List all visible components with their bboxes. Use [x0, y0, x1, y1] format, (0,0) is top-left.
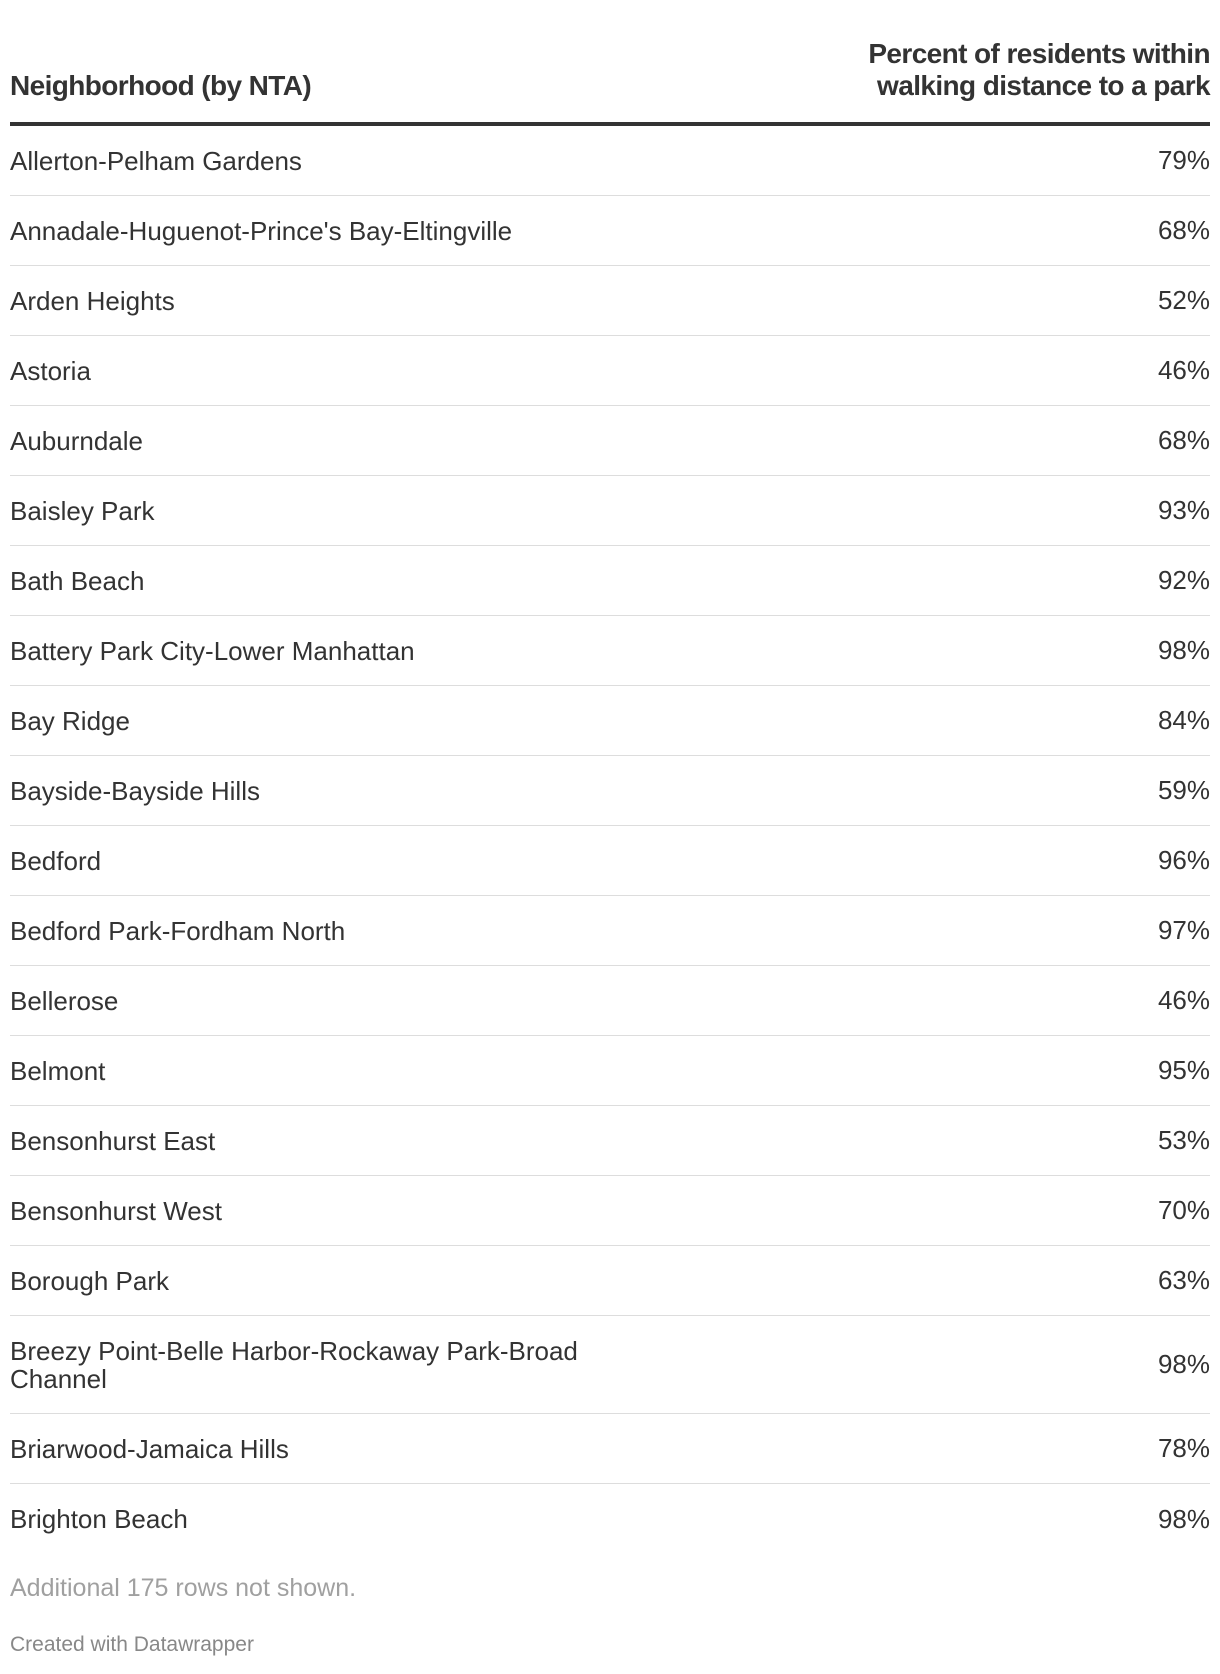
percent-cell: 52% — [1157, 285, 1210, 315]
column-header-neighborhood[interactable]: Neighborhood (by NTA) — [10, 70, 312, 101]
table-row — [10, 756, 1210, 826]
percent-cell: 70% — [1157, 1195, 1210, 1225]
table-row — [10, 546, 1210, 616]
table-row — [10, 1484, 1210, 1554]
percent-cell: 92% — [1157, 565, 1210, 595]
percent-cell: 98% — [1157, 1349, 1210, 1379]
neighborhood-cell: Brighton Beach — [10, 1504, 188, 1534]
neighborhood-cell: Annadale-Huguenot-Prince's Bay-Eltingville — [10, 215, 513, 246]
neighborhood-cell: Bensonhurst East — [10, 1125, 216, 1156]
neighborhood-cell: Bensonhurst West — [10, 1195, 222, 1226]
percent-cell: 78% — [1157, 1433, 1210, 1463]
neighborhood-cell: Briarwood-Jamaica Hills — [10, 1433, 289, 1464]
table-row — [10, 686, 1210, 756]
neighborhood-cell: Bellerose — [10, 985, 119, 1016]
table-row — [10, 476, 1210, 546]
rows-not-shown-note: Additional 175 rows not shown. — [10, 1574, 357, 1602]
neighborhood-cell: Breezy Point-Belle Harbor-Rockaway Park-Broad Channel — [10, 1335, 578, 1394]
table-row — [10, 406, 1210, 476]
percent-cell: 98% — [1157, 1503, 1210, 1534]
neighborhood-cell: Baisley Park — [10, 495, 155, 526]
percent-cell: 98% — [1157, 635, 1210, 665]
neighborhood-cell: Bedford Park-Fordham North — [10, 915, 346, 946]
neighborhood-cell: Allerton-Pelham Gardens — [10, 145, 302, 176]
data-table — [10, 40, 1210, 1554]
table-row — [10, 1106, 1210, 1176]
neighborhood-cell: Belmont — [10, 1055, 106, 1086]
percent-cell: 97% — [1157, 915, 1210, 945]
table-row — [10, 1176, 1210, 1246]
percent-cell: 84% — [1157, 705, 1210, 735]
table-row — [10, 336, 1210, 406]
table-row — [10, 1316, 1210, 1414]
percent-cell: 53% — [1157, 1125, 1210, 1155]
table-row — [10, 266, 1210, 336]
percent-cell: 63% — [1157, 1265, 1210, 1295]
neighborhood-cell: Auburndale — [10, 425, 143, 456]
table-row — [10, 126, 1210, 196]
table-row — [10, 826, 1210, 896]
percent-cell: 95% — [1157, 1055, 1210, 1085]
percent-cell: 68% — [1157, 425, 1210, 455]
table-row — [10, 966, 1210, 1036]
table-header-row — [10, 40, 1210, 126]
table-row — [10, 1246, 1210, 1316]
column-header-percent[interactable]: Percent of residents within walking distance to a park — [868, 38, 1210, 101]
table-row — [10, 896, 1210, 966]
neighborhood-cell: Bedford — [10, 845, 102, 876]
neighborhood-cell: Bayside-Bayside Hills — [10, 775, 260, 806]
percent-cell: 46% — [1157, 355, 1210, 385]
neighborhood-cell: Borough Park — [10, 1265, 169, 1296]
percent-cell: 79% — [1157, 145, 1210, 175]
table-row — [10, 1414, 1210, 1484]
neighborhood-cell: Bay Ridge — [10, 705, 130, 736]
percent-cell: 93% — [1157, 495, 1210, 525]
neighborhood-cell: Astoria — [10, 355, 91, 386]
percent-cell: 68% — [1157, 215, 1210, 245]
neighborhood-cell: Arden Heights — [10, 285, 175, 316]
neighborhood-cell: Bath Beach — [10, 565, 145, 596]
datawrapper-credit: Created with Datawrapper — [10, 1633, 254, 1656]
percent-cell: 96% — [1157, 845, 1210, 875]
percent-cell: 46% — [1157, 985, 1210, 1015]
table-row — [10, 616, 1210, 686]
table-row — [10, 1036, 1210, 1106]
table-body — [10, 126, 1210, 1554]
percent-cell: 59% — [1157, 775, 1210, 805]
neighborhood-cell: Battery Park City-Lower Manhattan — [10, 635, 415, 666]
table-row — [10, 196, 1210, 266]
